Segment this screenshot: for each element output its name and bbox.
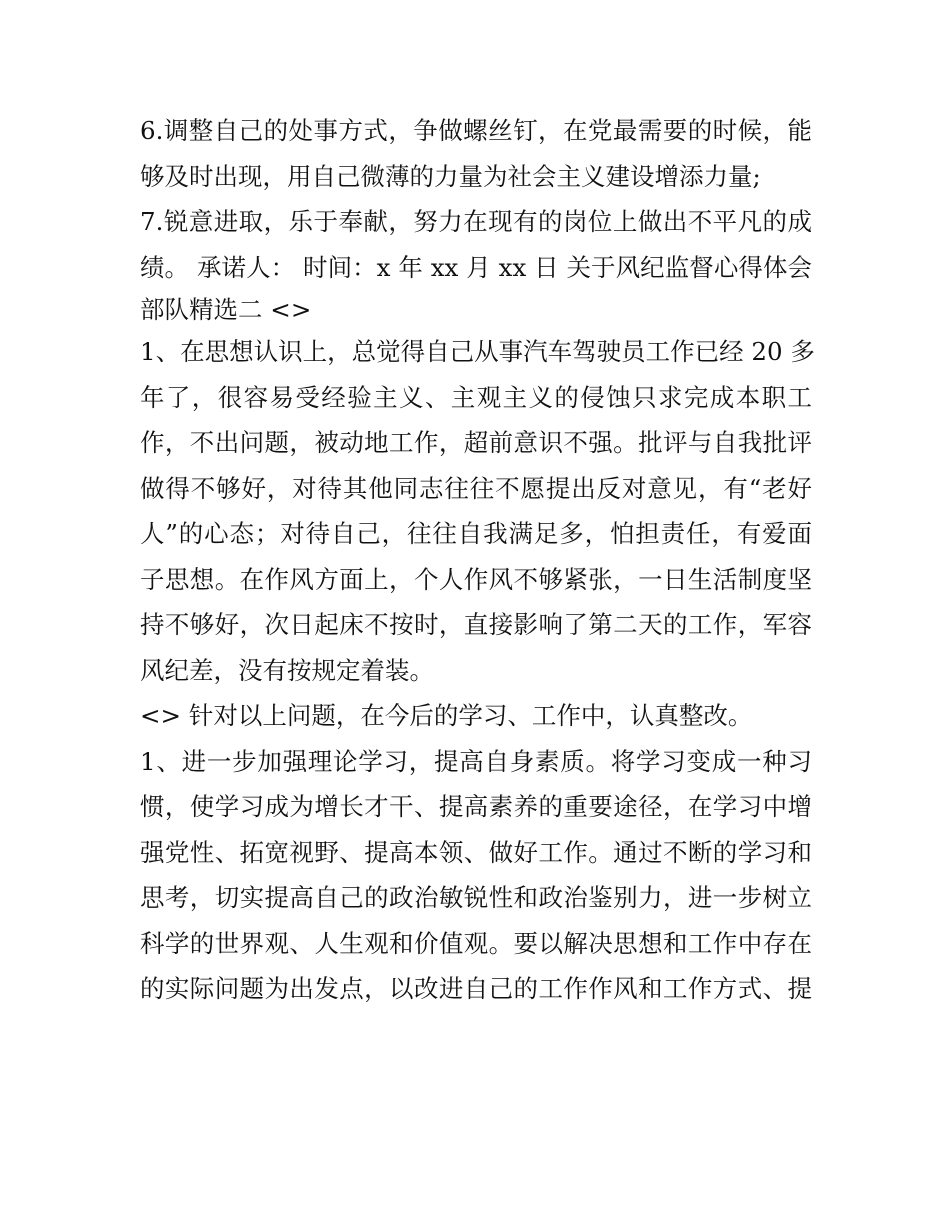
text-line: 的实际问题为出发点，以改进自己的工作作风和工作方式、提 <box>140 974 812 1003</box>
text-line: 惯，使学习成为增长才干、提高素养的重要途径，在学习中增 <box>140 792 812 821</box>
text-line: 持不够好，次日起床不按时，直接影响了第二天的工作，军容 <box>140 610 812 639</box>
document-body <box>140 108 815 1012</box>
text-line: 人”的心态；对待自己，往往自我满足多，怕担责任，有爱面 <box>140 519 812 548</box>
text-line: 做得不够好，对待其他同志往往不愿提出反对意见，有“老好 <box>140 473 812 503</box>
text-line: 部队精选二 <> <box>140 295 312 324</box>
text-line: 科学的世界观、人生观和价值观。要以解决思想和工作中存在 <box>140 928 812 958</box>
text-line: 绩。 承诺人： 时间：x 年 xx 月 xx 日 关于风纪监督心得体会 <box>140 252 812 282</box>
text-line: 风纪差，没有按规定着装。 <box>140 655 434 685</box>
text-line: 6.调整自己的处事方式，争做螺丝钉，在党最需要的时候，能 <box>140 116 812 145</box>
text-line: 年了，很容易受经验主义、主观主义的侵蚀只求完成本职工 <box>140 382 812 412</box>
text-line: 子思想。在作风方面上，个人作风不够紧张，一日生活制度坚 <box>140 564 812 594</box>
text-line: 作，不出问题，被动地工作，超前意识不强。批评与自我批评 <box>140 428 812 457</box>
text-line: 思考，切实提高自己的政治敏锐性和政治鉴别力，进一步树立 <box>140 883 812 912</box>
text-line: 强党性、拓宽视野、提高本领、做好工作。通过不断的学习和 <box>140 837 812 867</box>
text-line: 够及时出现，用自己微薄的力量为社会主义建设增添力量; <box>140 161 761 191</box>
text-line: <> 针对以上问题，在今后的学习、工作中，认真整改。 <box>140 701 753 730</box>
text-line: 1、进一步加强理论学习，提高自身素质。将学习变成一种习 <box>140 746 812 776</box>
text-line: 1、在思想认识上，总觉得自己从事汽车驾驶员工作已经 20 多 <box>140 337 815 366</box>
text-line: 7.锐意进取，乐于奉献，努力在现有的岗位上做出不平凡的成 <box>140 207 812 236</box>
